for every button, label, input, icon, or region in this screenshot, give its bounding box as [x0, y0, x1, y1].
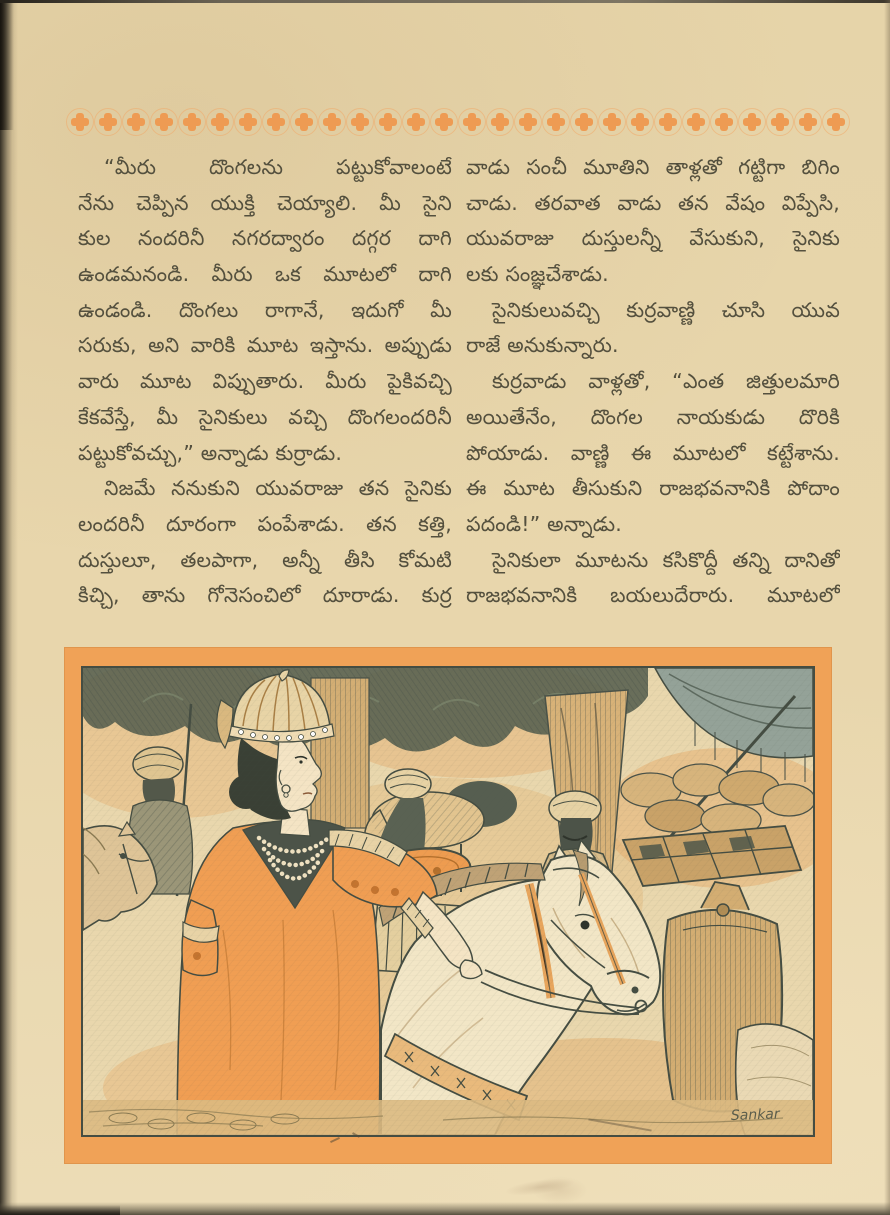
text-column-left — [78, 150, 452, 614]
flower-cross-ornament — [598, 108, 626, 136]
text-line: పదండి!” అన్నాడు. — [466, 511, 622, 536]
ground — [83, 668, 813, 1135]
text-line: కిచ్చి, తాను గోనెసంచిలో దూరాడు. కుర్ర — [78, 583, 452, 608]
flower-cross-ornament — [374, 108, 402, 136]
text-line: కేకవేస్తే, మీ సైనికులు వచ్చి దొంగలందరినీ — [78, 404, 452, 429]
flower-cross-ornament — [486, 108, 514, 136]
flower-cross-ornament — [626, 108, 654, 136]
text-line: పట్టుకోవచ్చు,” అన్నాడు కుర్రాడు. — [78, 440, 343, 465]
story-text — [78, 150, 840, 614]
paper-smudge — [504, 1175, 575, 1199]
text-line: “మీరు దొంగలను పట్టుకోవాలంటే — [104, 155, 452, 179]
text-line: రాజే అనుకున్నారు. — [466, 333, 619, 358]
artist-signature: Sankar — [730, 1106, 780, 1124]
page-edge-right — [884, 0, 890, 1215]
flower-cross-ornament — [66, 108, 94, 136]
text-line: ఈ మూట తీసుకుని రాజభవనానికి పోదాం — [466, 476, 840, 501]
flower-cross-ornament — [458, 108, 486, 136]
text-column-right — [466, 150, 840, 614]
text-line: లందరినీ దూరంగా పంపేశాడు. తన కత్తి, — [78, 511, 452, 536]
page-edge-left-blemish — [0, 0, 14, 130]
illustration-drawing — [83, 668, 813, 1135]
flower-cross-ornament — [514, 108, 542, 136]
flower-cross-ornament — [346, 108, 374, 136]
flower-cross-ornament — [766, 108, 794, 136]
flower-cross-ornament — [262, 108, 290, 136]
text-line: నేను చెప్పిన యుక్తి చెయ్యాలి. మీ సైని — [78, 190, 452, 215]
text-line: సైనికులువచ్చి కుర్రవాణ్ణి చూసి యువ — [492, 297, 840, 322]
flower-cross-ornament — [150, 108, 178, 136]
page-edge-bottom-corner — [0, 1205, 120, 1215]
text-line: అయితేనేం, దొంగల నాయకుడు దొరికి — [466, 404, 840, 429]
text-line: సైనికులా మూటను కసికొద్దీ తన్ని దానితో — [492, 547, 840, 572]
story-illustration — [64, 647, 832, 1164]
page-edge-left — [0, 0, 18, 1215]
flower-cross-ornament — [738, 108, 766, 136]
flower-cross-ornament — [430, 108, 458, 136]
flower-cross-ornament — [290, 108, 318, 136]
text-line: చాడు. తరవాత వాడు తన వేషం విప్పేసి, — [466, 190, 840, 215]
text-line: వారు మూట విప్పుతారు. మీరు పైకివచ్చి — [78, 369, 452, 394]
flower-cross-ornament — [794, 108, 822, 136]
flower-cross-ornament — [122, 108, 150, 136]
flower-cross-ornament — [94, 108, 122, 136]
text-line: వాడు సంచీ మూతిని తాళ్లతో గట్టిగా బిగిం — [466, 155, 840, 179]
flower-cross-ornament — [178, 108, 206, 136]
page-edge-bottom — [0, 1202, 890, 1215]
text-line: పోయాడు. వాణ్ణి ఈ మూటలో కట్టేశాను. — [466, 440, 840, 465]
flower-cross-ornament — [682, 108, 710, 136]
text-line: రాజభవనానికి బయలుదేరారు. మూటలో — [466, 583, 840, 608]
flower-cross-ornament — [822, 108, 850, 136]
text-line: ఉండండి. దొంగలు రాగానే, ఇదుగో మీ — [78, 297, 452, 322]
flower-cross-ornament — [402, 108, 430, 136]
text-line: కుల నందరినీ నగరద్వారం దగ్గర దాగి — [78, 226, 452, 251]
flower-cross-ornament — [234, 108, 262, 136]
flower-cross-ornament — [654, 108, 682, 136]
flower-cross-ornament — [710, 108, 738, 136]
decorative-border — [66, 106, 832, 138]
text-line: నిజమే ననుకుని యువరాజు తన సైనికు — [104, 476, 452, 501]
text-line: లకు సంజ్ఞచేశాడు. — [466, 262, 609, 287]
page-edge-top — [0, 0, 890, 3]
flower-cross-ornament — [570, 108, 598, 136]
flower-cross-ornament — [542, 108, 570, 136]
text-line: కుర్రవాడు వాళ్లతో, “ఎంత జిత్తులమారి — [492, 369, 840, 394]
text-line: ఉండమనండి. మీరు ఒక మూటలో దాగి — [78, 262, 452, 287]
flower-cross-ornament — [206, 108, 234, 136]
text-line: సరుకు, అని వారికి మూట ఇస్తాను. అప్పుడు — [78, 333, 452, 358]
text-line: యువరాజు దుస్తులన్నీ వేసుకుని, సైనికు — [466, 226, 840, 251]
flower-cross-ornament — [318, 108, 346, 136]
text-line: దుస్తులూ, తలపాగా, అన్నీ తీసి కోమటి — [78, 547, 452, 572]
